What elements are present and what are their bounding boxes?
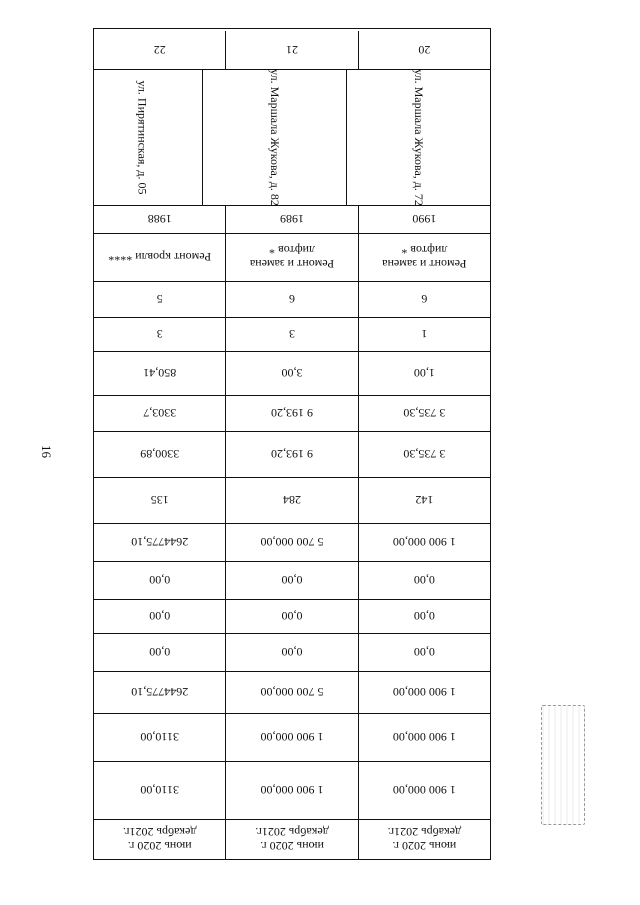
- table-cell-number: 21: [225, 31, 357, 69]
- table-cell-dates: июнь 2020 г. декабрь 2021г.: [225, 820, 357, 859]
- address-text: ул. Пирятинская, д. 05: [135, 80, 150, 195]
- table-row: [94, 281, 490, 317]
- table-row: [94, 523, 490, 561]
- table-cell: 1 900 000,00: [225, 714, 357, 761]
- table-row: [94, 431, 490, 477]
- table-row-year: [94, 205, 490, 233]
- table-cell: 5: [156, 292, 163, 307]
- table-cell-number: 22: [153, 43, 166, 57]
- table-cell: 9 193,20: [225, 432, 357, 477]
- table-cell-dates: июнь 2020 г. декабрь 2021г.: [122, 825, 197, 854]
- table-row-work-type: [94, 233, 490, 281]
- table-cell: 0,00: [225, 634, 357, 671]
- table-cell-work-type: Ремонт и замена лифтов *: [358, 234, 490, 281]
- approval-stamp: [541, 705, 585, 825]
- table-cell: 0,00: [225, 600, 357, 633]
- page-number: 16: [39, 445, 54, 458]
- table-cell: 3: [225, 318, 357, 351]
- table-cell: 1 900 000,00: [358, 714, 490, 761]
- table-row: [94, 761, 490, 819]
- table-cell-address: [82, 70, 202, 205]
- table-cell: 0,00: [149, 609, 171, 624]
- table-row: [94, 671, 490, 713]
- table-row: [94, 633, 490, 671]
- table-cell-work-type: Ремонт кровли ****: [108, 250, 212, 265]
- table-cell: 284: [225, 478, 357, 523]
- table-cell: 0,00: [149, 645, 171, 660]
- address-text: ул. Маршала Жукова, д. 82: [268, 69, 283, 206]
- table-cell: 5 700 000,00: [225, 524, 357, 561]
- table-cell: 0,00: [225, 562, 357, 599]
- table-cell-number: 20: [358, 31, 490, 69]
- table-cell: 0,00: [149, 573, 171, 588]
- table-cell: 850,41: [143, 366, 177, 381]
- table-cell: 3,00: [225, 352, 357, 395]
- table-cell: 3110,00: [140, 730, 179, 745]
- table-cell: 3: [156, 327, 163, 342]
- table-cell-work-type: Ремонт и замена лифтов *: [225, 234, 357, 281]
- table-cell-year: 1990: [358, 206, 490, 233]
- table-cell: 1: [358, 318, 490, 351]
- table-cell: 142: [358, 478, 490, 523]
- table-cell-year: 1989: [225, 206, 357, 233]
- table-cell-dates: июнь 2020 г. декабрь 2021г.: [358, 820, 490, 859]
- table-cell: 3303,7: [143, 406, 177, 421]
- table-cell: 5 700 000,00: [225, 672, 357, 713]
- address-text: ул. Маршала Жукова, д. 72: [412, 69, 427, 206]
- table-cell: 1 900 000,00: [225, 762, 357, 819]
- table-cell: 9 193,20: [225, 396, 357, 431]
- table-cell: 6: [358, 282, 490, 317]
- table-cell: 3 735,30: [358, 396, 490, 431]
- table-cell-address: [202, 70, 346, 205]
- table-cell-year: 1988: [147, 212, 172, 227]
- table-cell-address: [346, 70, 490, 205]
- table-row: [94, 599, 490, 633]
- table-cell: 2644775,10: [131, 535, 189, 550]
- table-row-number: [94, 31, 490, 69]
- table-cell: 1 900 000,00: [358, 762, 490, 819]
- table-row: [94, 351, 490, 395]
- table-row: [94, 477, 490, 523]
- table-cell: 1 900 000,00: [358, 524, 490, 561]
- table-row-address: [94, 69, 490, 205]
- table-cell: 6: [225, 282, 357, 317]
- table-cell: 3110,00: [140, 783, 179, 798]
- table-cell: 2644775,10: [131, 685, 189, 700]
- table-cell: 1,00: [358, 352, 490, 395]
- table-cell: 0,00: [358, 562, 490, 599]
- table-cell: 135: [150, 493, 169, 508]
- table-row: [94, 713, 490, 761]
- table-row: [94, 561, 490, 599]
- table-cell: 0,00: [358, 600, 490, 633]
- repair-schedule-table: [93, 28, 491, 860]
- table-cell: 3300,89: [140, 447, 180, 462]
- table-row-dates: [94, 819, 490, 859]
- table-cell: 0,00: [358, 634, 490, 671]
- table-cell: 3 735,30: [358, 432, 490, 477]
- table-cell: 1 900 000,00: [358, 672, 490, 713]
- table-row: [94, 317, 490, 351]
- table-row: [94, 395, 490, 431]
